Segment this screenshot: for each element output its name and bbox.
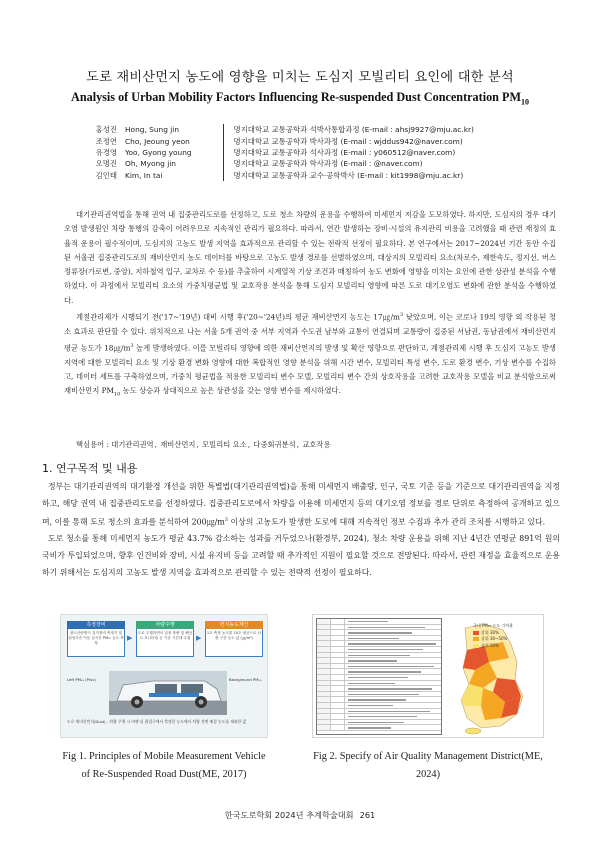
abstract-paragraph-1: 대기관리권역법을 통해 권역 내 집중관리도로를 선정하고, 도로 청소 차량의 운용을 수행하여 미세먼지 저감을 도모하였다. 하지만, 도심지의 경우 대기오염 발생원인 차량 통행의 감축이 어려우므로 지속적인 관리가 필요하다. 따라서, 연간 발생하는 장비·시설의 유지관리 비용을 고려했을 때 관련 재정의 효율적 운용이 필수적이며, 도심지의 고농도 발생 지역을 효과적으로 관리할 수 있는 전략적 선정이 필요하다. 본 연구에서는 2017~2024년 기간 동안 수집된 서울권 집중관리도로의 재비산먼지 농도 데이터를 바탕으로 고농도 발생 경로를 선별하였으며, 대상지의 모빌리티 요소(차로수, 제한속도, 정지선, 버스정류장(가로변, 중앙), 지하철역 입구, 교차로 수 등)를 추출하여 시계열적 기상 조건과 매칭하여 농도 변화에 영향을 미치는 요인에 관한 상관성 분석을 수행하였다. 이 과정에서 모빌리티 요소의 가중치평균법 및 교호작용 분석을 통해 도심지 모빌리티 영향에 따른 도로 대기오염도 변화에 관한 분석을 수행하였다. [64,210,556,305]
fig1-box-driving-text: 도로 주행하면서 일정 중량 및 해상도 모니터링 등 기준 시간대 수집 [137,631,193,640]
unit: ㎍/m [206,517,225,527]
pm-sub: 10 [113,391,121,398]
legend-label: 상위 50% [481,642,499,648]
keywords [76,440,331,450]
fig1-box-equipment [67,621,125,657]
author-affil: 명지대학교 교통공학과 교수·공학박사 (E-mail : kit1998@mju.ac.kr) [233,170,464,180]
fig1-box-driving [136,621,194,657]
figure-1-image [60,614,268,738]
body-paragraph-2: 도로 청소를 통해 미세먼지 농도가 평균 43.7% 감소하는 성과를 거두었으나(환경부, 2024), 청소 차량 운용을 위해 지난 4년간 연평균 891억 원의 국비가 투입되었으며, 향후 인건비와 장비, 시설 유지비 등을 고려할 때 추가적인 지원이 필요할 것으로 전망된다. 따라서, 관련 재정을 효율적으로 운용하기 위해서는 도심지의 고농도 발생 지역을 효과적으로 관리할 수 있는 전략적 선정이 필요하다. [42,534,560,577]
author-en: Hong, Sung jin [123,124,223,135]
legend-item [473,643,513,650]
legend-swatch [473,644,479,648]
author-row [90,147,520,158]
keyword: 교호작용 [302,440,331,449]
keyword: 대기관리권역 [111,440,154,449]
body-text-b: 이상의 고농도가 발생한 도로에 대해 지속적인 정보 수집과 추가 관리 조치를 시행하고 있다. [227,517,546,527]
author-en: Cho, Jeoung yeon [123,135,223,146]
abstract-paragraph-2 [64,308,556,402]
body-paragraph-1 [42,479,560,531]
page-footer [0,810,600,821]
unit: ㎍/m [113,343,131,353]
figure-1-caption: Fig 1. Principles of Mobile Measurement Vehicle of Re-Suspended Road Dust(ME, 2017) [62,751,266,780]
designated-roads-table [316,618,442,735]
author-ko: 김인태 [95,170,117,180]
title-korean: 도로 재비산먼지 농도에 영향을 미치는 도심지 모빌리티 요인에 대한 분석 [86,70,514,85]
abstract-text-c: 높게 발생하였다. 이를 모빌리티 영향에 의한 재비산먼지의 발생 및 확산 영향으로 판단하고, 계절관리제 시행 후 도심지 고농도 발생 지역에 대한 모빌리티 요소 및 기상 환경 변화 영향에 대한 복합적인 영향 분석을 위해 시간 변수, 모빌리티 특성 변수, 도로 환경 변수, 기상 변수를 수집하고, 데이터 세트를 구축하였으며, 가중치 평균법을 적용한 모빌리티 변수 모델, 모빌리티 변수 간의 상호작용을 고려한 교호작용 모델을 비교 분석함으로써 재비산먼지 PM [64,343,556,396]
fig1-box-calc-text: 1초 측정 농도를 10초 평균으로 산출 구간 농도 값 (㎍/m³) [206,631,262,640]
arrow-right-icon: ▶ [196,634,202,642]
fig1-box-equipment-text: 광도산란방식 검지장비 측정기 및 위성사진 이동 실시간 PM₁₀ 농도 측정 [68,631,124,645]
unit-exp: 3 [130,343,134,350]
abstract [64,208,556,402]
author-ko: 유경영 [95,147,117,157]
footer-conference: 한국도로학회 2024년 추계학술대회 [224,810,354,820]
keyword: 재비산먼지 [160,440,196,449]
author-ko: 오명진 [95,159,117,169]
author-affil: 명지대학교 교통공학과 학사과정 (E-mail : @naver.com) [233,159,423,169]
title-english-main: Analysis of Urban Mobility Factors Influencing Re-suspended Dust Concentration PM [71,90,521,104]
title-english [0,90,600,106]
author-row [90,170,520,181]
author-affil: 명지대학교 교통공학과 석박사통합과정 (E-mail : ahsj9927@mju.ac.kr) [233,125,474,135]
arrow-right-icon: ▶ [127,634,133,642]
title-english-sub: 10 [520,97,529,107]
keyword: 다중회귀분석 [253,440,296,449]
abstract-text-b: 낮았으며, 이는 코로나 19의 영향 외 작용된 청소 효과로 판단할 수 있다. 위치적으로 나는 서울 5개 권역 중 서부 지역과 수도권 남부와 교통이 연결되며 교통량이 집중된 서남권, 동남권에서 재비산먼지 평균 농도가 18 [64,312,556,353]
fig1-label-right: Background PM₁₀ [229,677,262,682]
unit-exp: 3 [224,517,228,524]
section-heading: 1. 연구목적 및 내용 [42,462,138,475]
fig1-box-equipment-title: 측정장비 [67,621,125,629]
fig1-label-left: Left PM₁₀ (Plus) [67,677,96,682]
section-body [42,479,560,581]
figure-2-image [312,614,544,738]
legend-swatch [473,637,479,641]
author-row [90,124,520,135]
legend-swatch [473,631,479,635]
unit-exp: 3 [399,312,404,319]
author-en: Yoo, Gyong young [123,147,223,158]
abstract-text-e: 농도 상승과 상대적으로 높은 상관성을 갖는 영향 변수를 제시하였다. [120,386,341,396]
author-affil: 명지대학교 교통공학과 박사과정 (E-mail : wjddus942@naver.com) [233,136,463,146]
legend-label: 상위 30~50% [481,636,508,641]
figure-2-caption: Fig 2. Specify of Air Quality Management District(ME, 2024) [313,751,543,780]
fig1-label-bottom: 도로 재비산먼지(Dust) - 차량 주행 시 바퀴 뒤 흡입구에서 측정한 농도에서 차량 전면 배경 농도를 제외한 값 [67,719,247,724]
keywords-label: 핵심용어 : [76,440,112,449]
author-ko: 조정연 [95,136,117,146]
fig1-box-calc-title: 면지농도계산 [205,621,263,629]
author-en: Kim, In tai [123,170,223,181]
body-text-a: 정부는 대기관리권역의 대기환경 개선을 위한 특별법(대기관리권역법)을 통해 미세먼지 배출량, 인구, 국토 기준 등을 기준으로 대기관리권역을 지정하고, 해당 권역 내 집중관리도로를 선정하였다. 집중관리도로에서 차량을 이용해 미세먼지 등의 대기오염 정보를 경로 단위로 측정하여 공개하고 있으며, 이를 통해 도로 청소의 효과를 분석하여 200 [42,482,560,527]
measurement-vehicle-icon [109,671,227,715]
unit: ㎍/m [382,312,400,322]
map-legend [473,623,513,649]
author-affil: 명지대학교 교통공학과 석사과정 (E-mail : y060512@naver.com) [233,147,456,157]
page-number: 261 [359,810,376,820]
table-row [317,725,441,731]
author-row [90,135,520,146]
fig1-box-calc [205,621,263,657]
abstract-text-a: 계절관리제가 시행되기 전('17~'19년) 대비 시행 후('20~'24년)의 평균 재비산먼지 농도는 17 [76,312,383,322]
legend-label: 상위 30% [481,629,499,635]
author-en: Oh, Myong jin [123,158,223,169]
author-row [90,158,520,169]
keyword: 모빌리티 요소 [202,440,247,449]
fig1-box-driving-title: 차량주행 [136,621,194,629]
author-ko: 홍성진 [95,125,117,135]
author-table [90,124,520,181]
legend-items [473,630,513,650]
keywords-list: 대기관리권역, 재비산먼지, 모빌리티 요소, 다중회귀분석, 교호작용 [111,440,331,449]
legend-title: 국내 PM₁₀ 농도 기여율 [473,623,513,628]
